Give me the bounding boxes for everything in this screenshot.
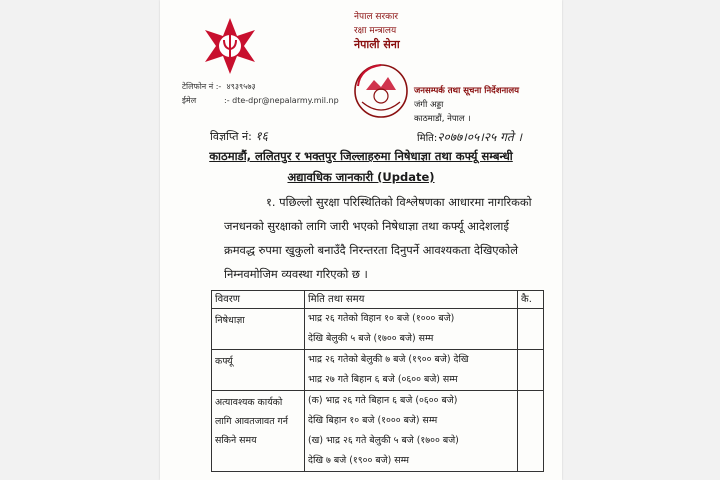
paragraph-line: क्रमवद्ध रुपमा खुकुलो बनाउँदै निरन्तरता दिनुपर्ने आवश्यकता देखिएकोले: [224, 243, 518, 257]
paragraph-line: निम्नवमोजिम व्यवस्था गरिएको छ ।: [224, 267, 368, 281]
row-label: निषेधाज्ञा: [212, 309, 305, 350]
department-block: [414, 84, 519, 126]
email-value: :- dte-dpr@nepalarmy.mil.np: [224, 96, 339, 105]
circular-number-value: १६: [255, 129, 268, 143]
circular-number: [210, 127, 268, 144]
circular-date: [417, 128, 522, 145]
header-date-time: मिति तथा समय: [305, 291, 518, 309]
notice-paragraph: [224, 190, 546, 286]
row-time: भाद्र २६ गतेको बेलुकी ७ बजे (१९०० बजे) देखि भाद्र २७ गते बिहान ६ बजे (०६०० बजे) सम्म: [305, 350, 518, 391]
army-seal-icon: [350, 60, 412, 122]
department-city: काठमाडौं, नेपाल ।: [414, 114, 471, 124]
department-place: जंगी अड्डा: [414, 100, 444, 110]
header-description: विवरण: [212, 291, 305, 309]
army-name: नेपाली सेना: [354, 38, 400, 51]
row-label: कर्फ्यू: [212, 350, 305, 391]
circular-label: विज्ञप्ति नं:: [210, 130, 252, 143]
notice-title-line1: काठमाडौं, ललितपुर र भक्तपुर जिल्लाहरुमा निषेधाज्ञा तथा कर्फ्यू सम्बन्धी: [209, 149, 513, 163]
paragraph-line: १. पछिल्लो सुरक्षा परिस्थितिको विश्लेषणका आधारमा नागरिकको: [266, 195, 532, 209]
tel-value: ४९३९५७३: [226, 82, 256, 91]
table-header-row: [212, 291, 544, 309]
table-row: [212, 350, 544, 391]
tel-label: टेलिफोन नं :-: [182, 82, 222, 91]
gov-name: नेपाल सरकार: [354, 12, 399, 22]
document-page: [160, 0, 562, 480]
ministry-name: रक्षा मन्त्रालय: [354, 26, 397, 36]
army-star-emblem-icon: [197, 16, 263, 76]
row-time: (क) भाद्र २६ गते बिहान ६ बजे (०६०० बजे) देखि बिहान १० बजे (१००० बजे) सम्म (ख) भाद्र २६ गते बेलुकी ५ बजे (१७०० बजे) देखि ७ बजे (१९०० बजे) सम्म: [305, 391, 518, 472]
table-row: [212, 309, 544, 350]
notice-title-line2: अद्यावधिक जानकारी (Update): [287, 170, 435, 184]
email-label: ईमेल: [182, 96, 197, 105]
header-remarks: कै.: [518, 291, 544, 309]
row-remarks: [518, 309, 544, 350]
paragraph-line: जनधनको सुरक्षाको लागि जारी भएको निषेधाज्ञा तथा कर्फ्यू आदेशलाई: [224, 219, 509, 233]
contact-block: [182, 80, 339, 108]
department-title: जनसम्पर्क तथा सूचना निर्देशनालय: [414, 86, 520, 96]
row-label: अत्यावश्यक कार्यको लागि आवतजावत गर्न सकिने समय: [212, 391, 305, 472]
row-remarks: [518, 350, 544, 391]
row-remarks: [518, 391, 544, 472]
date-label: मिति:: [417, 133, 438, 144]
row-time: भाद्र २६ गतेको विहान १० बजे (१००० बजे) देखि बेलुकी ५ बजे (१७०० बजे) सम्म: [305, 309, 518, 350]
government-header: [354, 10, 400, 52]
schedule-table: [211, 290, 544, 472]
table-row: [212, 391, 544, 472]
date-value: २०७७।०५।२५ गते ।: [437, 130, 523, 144]
